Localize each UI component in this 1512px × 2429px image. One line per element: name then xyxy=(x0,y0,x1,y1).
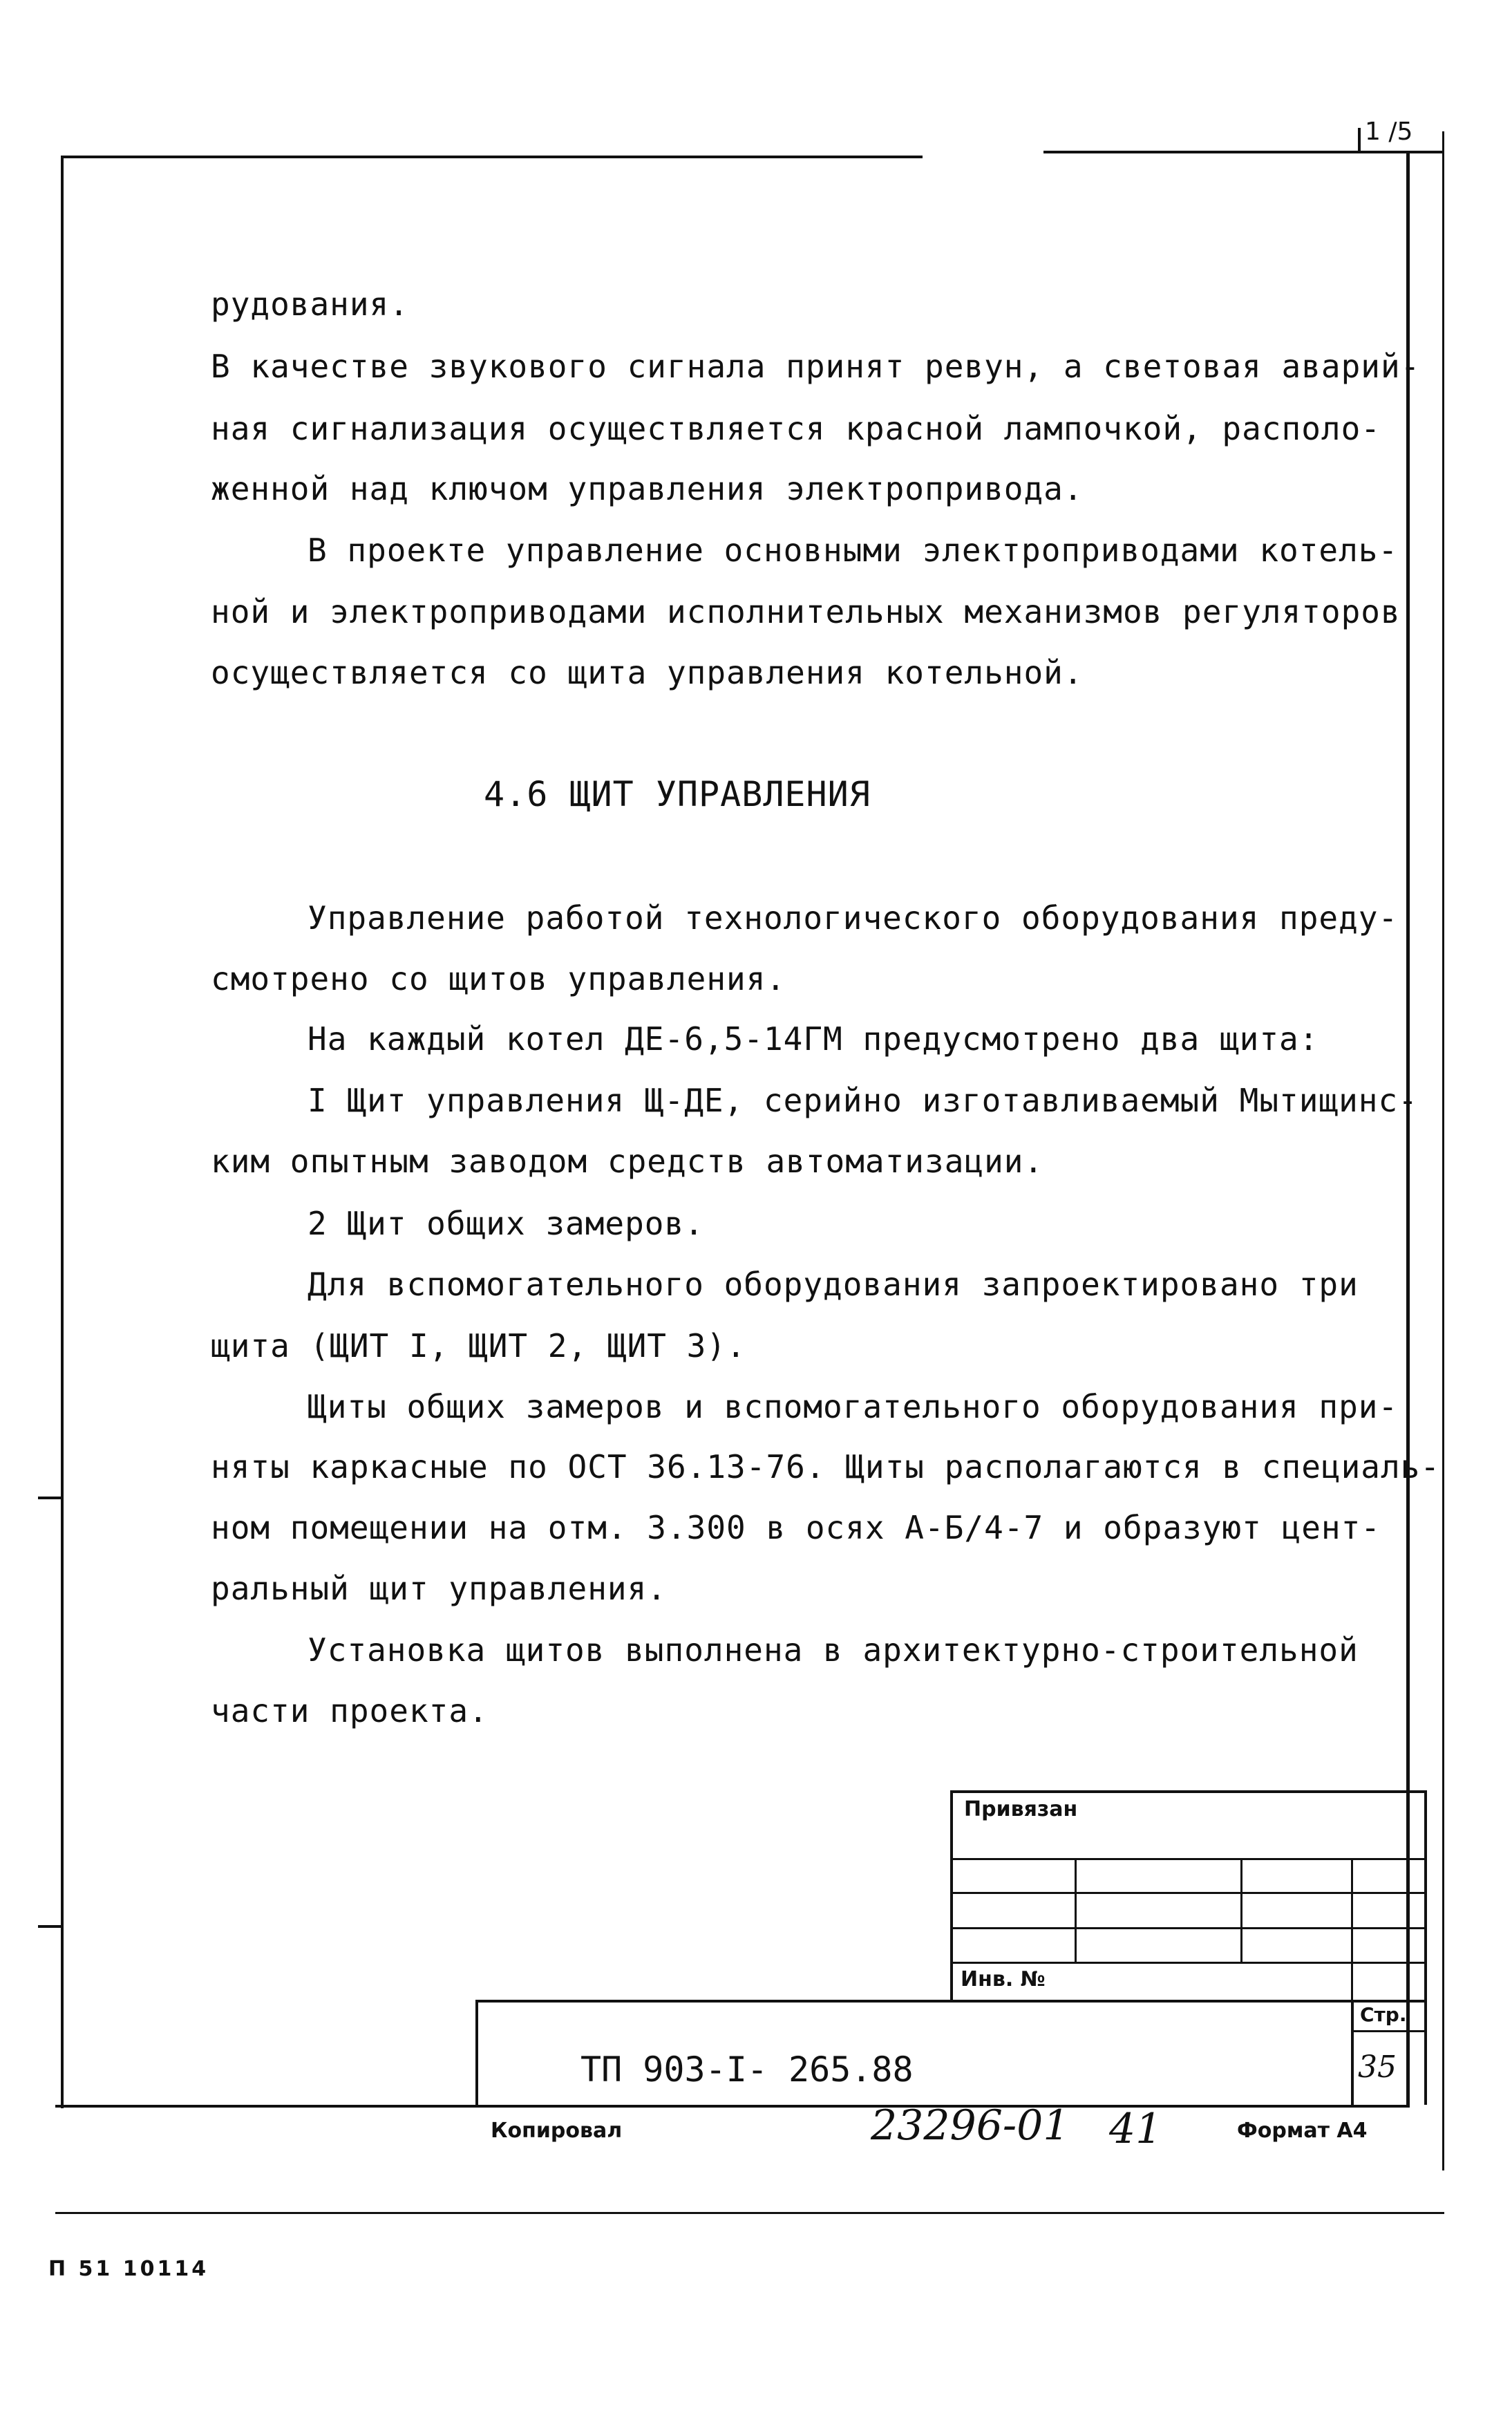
stamp-col-1 xyxy=(1075,1858,1077,1962)
section-line: Щиты общих замеров и вспомогательного оборудования при- xyxy=(308,1388,1399,1425)
section-line: Для вспомогательного оборудования запроектировано три xyxy=(308,1266,1359,1303)
document-code: ТП 903-I- 265.88 xyxy=(580,2050,914,2090)
section-line: Установка щитов выполнена в архитектурно-строительной xyxy=(308,1631,1359,1669)
section-line: На каждый котел ДЕ-6,5-14ГМ предусмотрено два щита: xyxy=(308,1020,1319,1058)
section-heading: 4.6 ЩИТ УПРАВЛЕНИЯ xyxy=(484,774,871,814)
stamp-row-3 xyxy=(950,1927,1427,1929)
title-box-left xyxy=(475,2000,478,2107)
inv-label: Инв. № xyxy=(961,1967,1046,1991)
page-label: Стр. xyxy=(1360,2003,1407,2026)
handwritten-inventory-number: 23296-01 xyxy=(871,2101,1070,2150)
frame-left xyxy=(61,156,64,2108)
top-page-fragment: 1 /5 xyxy=(1365,118,1413,146)
stamp-col-2 xyxy=(1240,1858,1242,1962)
paragraph-line: ной и электроприводами исполнительных механизмов регуляторов xyxy=(211,593,1401,630)
stamp-col-3 xyxy=(1351,1858,1353,2003)
binding-tick-2 xyxy=(38,1925,62,1928)
frame-bottom-outer xyxy=(55,2212,1444,2214)
paragraph-line: ная сигнализация осуществляется красной лампочкой, располо- xyxy=(211,410,1381,447)
format-label: Формат А4 xyxy=(1237,2119,1368,2143)
printer-code: П 51 10114 xyxy=(48,2257,209,2281)
copied-label: Копировал xyxy=(491,2119,623,2143)
section-line: ральный щит управления. xyxy=(211,1570,667,1607)
page-number: 35 xyxy=(1358,2050,1397,2085)
section-line: щита (ЩИТ I, ЩИТ 2, ЩИТ 3). xyxy=(211,1327,746,1364)
stamp-left xyxy=(950,1790,953,2001)
paragraph-line: рудования. xyxy=(211,285,409,323)
stamp-right xyxy=(1424,1790,1427,2105)
frame-bottom xyxy=(55,2105,1410,2108)
page-cell-left xyxy=(1351,2000,1354,2107)
section-line: ким опытным заводом средств автоматизации. xyxy=(211,1143,1044,1180)
section-line: 2 Щит общих замеров. xyxy=(308,1205,704,1242)
section-line: части проекта. xyxy=(211,1692,489,1729)
frame-outer-right xyxy=(1442,131,1444,2170)
stamp-row-2 xyxy=(950,1892,1427,1894)
section-line: Управление работой технологического оборудования преду- xyxy=(308,899,1399,937)
frame-top-left xyxy=(62,156,923,158)
stamp-row-4 xyxy=(950,1962,1427,1964)
paragraph-line: женной над ключом управления электропривода. xyxy=(211,470,1084,507)
linked-label: Привязан xyxy=(964,1797,1078,1821)
section-line: смотрено со щитов управления. xyxy=(211,960,786,997)
paragraph-line: В качестве звукового сигнала принят ревун, а световая аварий- xyxy=(211,348,1421,385)
binding-tick-1 xyxy=(38,1497,62,1499)
title-box-top xyxy=(475,2000,1427,2003)
section-line: I Щит управления Щ-ДЕ, серийно изготавливаемый Мытищинс- xyxy=(308,1082,1418,1119)
frame-top-right xyxy=(1043,151,1444,153)
section-line: няты каркасные по ОСТ 36.13-76. Щиты располагаются в специаль- xyxy=(211,1448,1441,1485)
paragraph-line: В проекте управление основными электроприводами котель- xyxy=(308,532,1399,569)
page-cell-divider xyxy=(1351,2030,1427,2032)
section-line: ном помещении на отм. 3.300 в осях А-Б/4-7 и образуют цент- xyxy=(211,1509,1381,1546)
handwritten-sheet-number: 41 xyxy=(1109,2105,1162,2153)
frame-right xyxy=(1406,151,1410,2107)
stamp-top xyxy=(950,1790,1427,1793)
top-corner-tick xyxy=(1358,128,1361,152)
paragraph-line: осуществляется со щита управления котельной. xyxy=(211,654,1084,691)
stamp-row-1 xyxy=(950,1858,1427,1860)
